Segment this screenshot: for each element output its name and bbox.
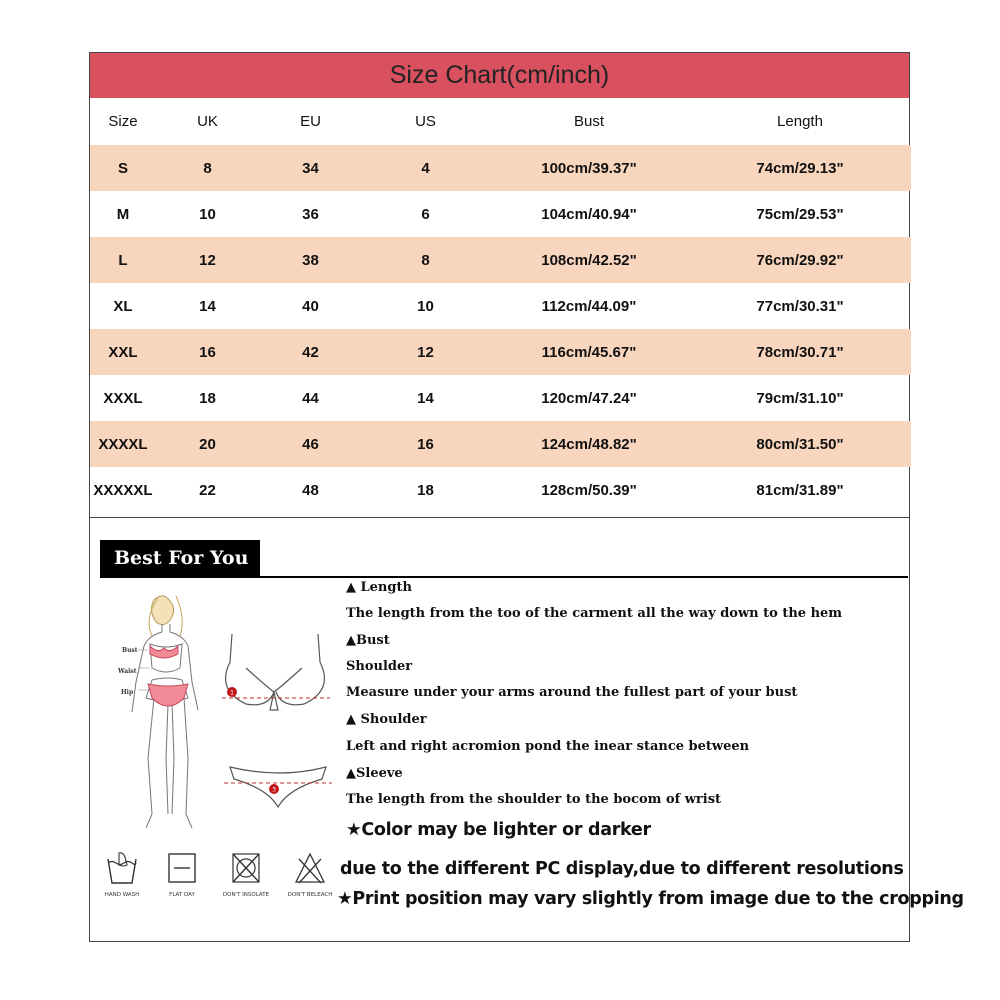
cell-eu: 34 [259,145,362,191]
guide-line-length-desc: The length from the too of the carment all the way down to the hem [346,606,843,621]
bikini-bottom-diagram [224,761,332,817]
table-row [90,145,911,191]
cell-eu: 36 [302,205,319,223]
cell-bust: 120cm/47.24" [541,389,637,407]
cell-bust: 116cm/45.67" [489,329,689,375]
table-header-row [90,98,911,145]
cell-uk: 12 [156,237,259,283]
cell-length: 79cm/31.10" [756,389,844,407]
cell-length: 81cm/31.89" [756,481,844,499]
bust-label: Bust [122,647,138,654]
care-do-not-tumble [216,851,276,898]
cell-length: 78cm/30.71" [689,329,911,375]
bikini-top-diagram [218,630,334,730]
cell-us: 8 [362,237,489,283]
cell-eu: 48 [302,481,319,499]
guide-line-length-heading: ▲ Length [346,580,412,595]
cell-length: 80cm/31.50" [689,421,911,467]
care-flat-dry [152,851,212,898]
cell-bust: 104cm/40.94" [541,205,637,223]
note-display: due to the different PC display,due to different resolutions [340,859,904,879]
table-row [90,237,911,283]
cell-eu: 38 [259,237,362,283]
care-do-not-bleach [280,851,340,898]
guide-line-shoulder-word: Shoulder [346,659,413,674]
do-not-tumble-label: DON'T INSOLATE [222,892,270,898]
bikini-top-marker-number: 1 [230,689,234,697]
cell-eu: 46 [259,421,362,467]
column-header-length: Length [777,113,823,130]
hand-wash-icon [105,851,139,885]
cell-uk: 8 [156,145,259,191]
table-row [90,283,911,329]
flat-dry-icon [165,851,199,885]
cell-length: 75cm/29.53" [756,205,844,223]
cell-length: 76cm/29.92" [689,237,911,283]
hand-wash-label: HAND WASH [104,892,140,898]
column-header-eu: EU [300,113,321,130]
waist-label: Waist [118,668,137,675]
cell-size: XXXXL [90,421,156,467]
column-header-size: Size [108,113,138,130]
guide-line-shoulder-desc: Left and right acromion pond the inear stance between [346,739,750,754]
cell-bust: 124cm/48.82" [489,421,689,467]
cell-length: 74cm/29.13" [689,145,911,191]
cell-size: XXL [90,329,156,375]
measurement-guide [89,517,964,942]
note-color: ★Color may be lighter or darker [346,820,651,840]
column-header-us: US [415,113,436,130]
size-chart [89,52,910,517]
column-header-bust: Bust [573,113,604,130]
cell-length: 77cm/30.31" [756,297,844,315]
cell-eu: 42 [259,329,362,375]
cell-uk: 20 [156,421,259,467]
cell-bust: 112cm/44.09" [541,297,637,315]
note-print-position: ★Print position may vary slightly from image due to the cropping [337,889,964,909]
table-row [90,375,911,421]
table-row [90,191,911,237]
cell-us: 6 [421,205,430,223]
guide-line-shoulder-heading: ▲ Shoulder [346,712,427,727]
cell-size: M [116,205,130,223]
table-row [90,329,911,375]
column-header-uk: UK [197,113,218,130]
best-for-you-tab: Best For You [100,540,260,576]
guide-line-sleeve-desc: The length from the shoulder to the bocom of wrist [346,792,722,807]
cell-eu: 44 [302,389,319,407]
size-chart-title: Size Chart(cm/inch) [90,53,909,98]
cell-bust: 100cm/39.37" [489,145,689,191]
cell-bust: 128cm/50.39" [541,481,637,499]
cell-us: 14 [417,389,434,407]
cell-size: XL [113,297,133,315]
cell-uk: 22 [199,481,216,499]
cell-size: S [90,145,156,191]
cell-size: XXXXXL [93,481,153,499]
cell-us: 4 [362,145,489,191]
cell-uk: 14 [199,297,216,315]
bikini-bottom-marker-number: 3 [272,786,276,794]
guide-line-bust-heading: ▲Bust [346,633,390,648]
hip-label: Hip [121,689,134,696]
cell-eu: 40 [302,297,319,315]
size-table [90,98,911,513]
guide-line-bust-desc: Measure under your arms around the fullest part of your bust [346,685,798,700]
cell-us: 10 [417,297,434,315]
guide-divider [100,576,908,578]
cell-uk: 16 [156,329,259,375]
table-row [90,421,911,467]
table-row [90,467,911,513]
cell-size: L [90,237,156,283]
flat-dry-label: FLAT DAY [169,892,195,898]
cell-us: 12 [362,329,489,375]
do-not-bleach-label: DON'T BELEACH [287,892,333,898]
cell-size: XXXL [103,389,143,407]
cell-us: 16 [362,421,489,467]
guide-line-sleeve-heading: ▲Sleeve [346,766,403,781]
care-hand-wash [92,851,152,898]
cell-bust: 108cm/42.52" [489,237,689,283]
do-not-tumble-icon [229,851,263,885]
cell-us: 18 [417,481,434,499]
body-figure-illustration [110,584,220,844]
cell-uk: 10 [199,205,216,223]
do-not-bleach-icon [293,851,327,885]
cell-uk: 18 [199,389,216,407]
